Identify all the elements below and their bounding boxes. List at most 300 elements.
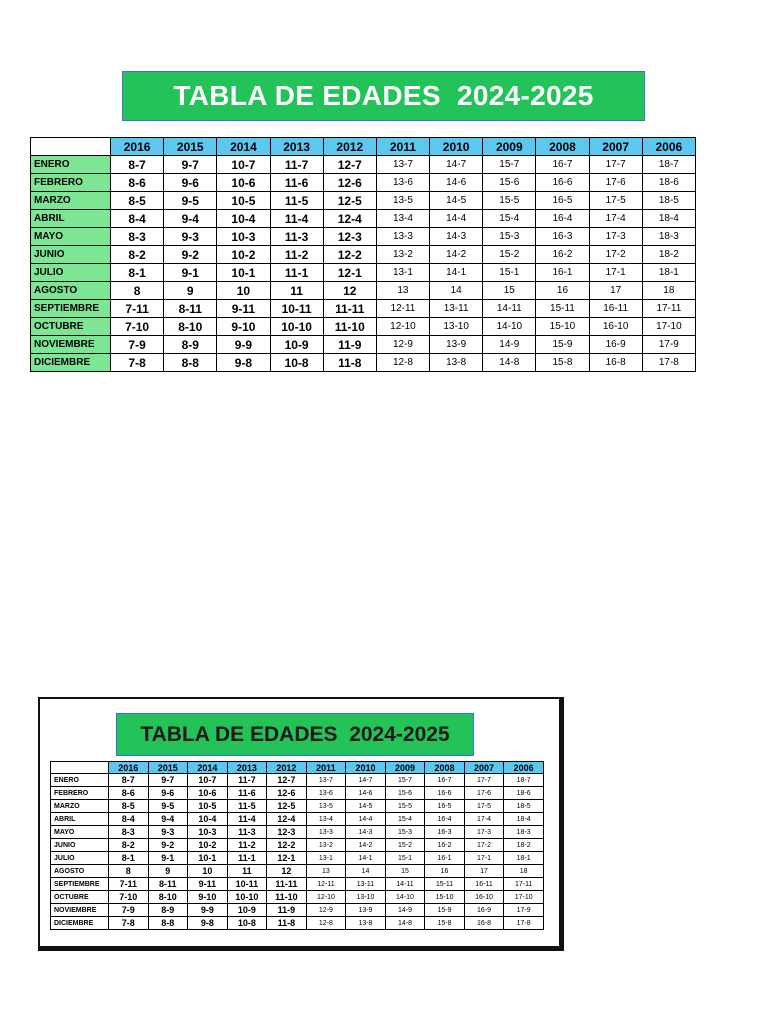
age-cell: 9-1	[164, 264, 217, 282]
month-label: FEBRERO	[51, 787, 109, 800]
age-cell: 14-11	[385, 878, 425, 891]
age-cell: 8-4	[109, 813, 149, 826]
age-cell: 17-1	[589, 264, 642, 282]
year-header: 2011	[376, 138, 429, 156]
year-header: 2010	[430, 138, 483, 156]
year-header: 2008	[425, 762, 465, 774]
age-cell: 15-4	[483, 210, 536, 228]
age-cell: 14-6	[430, 174, 483, 192]
age-cell: 16-5	[536, 192, 589, 210]
year-header: 2006	[504, 762, 544, 774]
table-row	[51, 813, 544, 826]
age-cell: 18-5	[642, 192, 695, 210]
age-cell: 15-6	[385, 787, 425, 800]
age-cell: 17-9	[504, 904, 544, 917]
table-row	[31, 210, 696, 228]
month-label: OCTUBRE	[51, 891, 109, 904]
age-cell: 13	[306, 865, 346, 878]
age-cell: 12-11	[376, 300, 429, 318]
year-header: 2014	[188, 762, 228, 774]
year-header: 2016	[111, 138, 164, 156]
age-cell: 9-3	[148, 826, 188, 839]
age-cell: 17-10	[504, 891, 544, 904]
age-cell: 18-7	[642, 156, 695, 174]
age-cell: 9-7	[164, 156, 217, 174]
age-cell: 13-8	[430, 354, 483, 372]
age-cell: 15-11	[536, 300, 589, 318]
age-cell: 9-9	[188, 904, 228, 917]
age-table	[30, 137, 696, 372]
age-cell: 11-4	[270, 210, 323, 228]
age-cell: 7-11	[111, 300, 164, 318]
age-cell: 16-2	[425, 839, 465, 852]
age-cell: 8-4	[111, 210, 164, 228]
age-cell: 14-2	[430, 246, 483, 264]
age-cell: 9-6	[164, 174, 217, 192]
age-cell: 10-6	[217, 174, 270, 192]
age-cell: 12-10	[376, 318, 429, 336]
age-cell: 17-3	[464, 826, 504, 839]
age-cell: 9-3	[164, 228, 217, 246]
month-label: SEPTIEMBRE	[51, 878, 109, 891]
age-cell: 10-3	[188, 826, 228, 839]
age-cell: 8-5	[109, 800, 149, 813]
age-cell: 8-10	[164, 318, 217, 336]
year-header: 2007	[464, 762, 504, 774]
age-cell: 14-3	[346, 826, 386, 839]
table-corner-cell	[31, 138, 111, 156]
age-cell: 14-10	[483, 318, 536, 336]
age-cell: 11-1	[227, 852, 267, 865]
age-cell: 8-3	[109, 826, 149, 839]
age-cell: 10-3	[217, 228, 270, 246]
age-cell: 11-5	[227, 800, 267, 813]
month-label: JULIO	[31, 264, 111, 282]
age-cell: 13-11	[346, 878, 386, 891]
age-cell: 10-7	[188, 774, 228, 787]
age-cell: 17-2	[589, 246, 642, 264]
age-cell: 16-9	[589, 336, 642, 354]
age-cell: 8-1	[111, 264, 164, 282]
age-cell: 18-2	[504, 839, 544, 852]
age-cell: 8	[111, 282, 164, 300]
month-label: DICIEMBRE	[51, 917, 109, 930]
year-header: 2009	[385, 762, 425, 774]
age-cell: 10-11	[227, 878, 267, 891]
age-cell: 10	[188, 865, 228, 878]
age-cell: 17-2	[464, 839, 504, 852]
age-cell: 16-1	[536, 264, 589, 282]
age-cell: 14-5	[346, 800, 386, 813]
age-cell: 11-3	[270, 228, 323, 246]
year-header: 2011	[306, 762, 346, 774]
age-cell: 14-9	[385, 904, 425, 917]
age-cell: 15-9	[536, 336, 589, 354]
age-cell: 14	[346, 865, 386, 878]
age-cell: 8	[109, 865, 149, 878]
age-cell: 13-10	[430, 318, 483, 336]
month-label: MAYO	[31, 228, 111, 246]
age-cell: 11-11	[323, 300, 376, 318]
month-label: ENERO	[51, 774, 109, 787]
age-cell: 18-3	[642, 228, 695, 246]
age-cell: 17-4	[589, 210, 642, 228]
age-cell: 11-11	[267, 878, 307, 891]
table-row	[31, 300, 696, 318]
age-cell: 15-1	[385, 852, 425, 865]
age-cell: 8-1	[109, 852, 149, 865]
age-cell: 15	[385, 865, 425, 878]
age-cell: 17-10	[642, 318, 695, 336]
age-cell: 12-11	[306, 878, 346, 891]
age-cell: 15-8	[536, 354, 589, 372]
age-cell: 15-3	[385, 826, 425, 839]
month-label: OCTUBRE	[31, 318, 111, 336]
age-cell: 9-8	[188, 917, 228, 930]
age-cell: 9-4	[164, 210, 217, 228]
age-cell: 9-11	[188, 878, 228, 891]
age-cell: 14-3	[430, 228, 483, 246]
age-cell: 10	[217, 282, 270, 300]
month-label: JULIO	[51, 852, 109, 865]
age-cell: 15-10	[425, 891, 465, 904]
age-cell: 9	[164, 282, 217, 300]
age-cell: 15-2	[385, 839, 425, 852]
age-cell: 10-1	[217, 264, 270, 282]
age-cell: 13-7	[306, 774, 346, 787]
age-cell: 13-11	[430, 300, 483, 318]
month-label: ABRIL	[31, 210, 111, 228]
year-header: 2007	[589, 138, 642, 156]
age-cell: 17-11	[504, 878, 544, 891]
age-cell: 16-1	[425, 852, 465, 865]
age-cell: 10-8	[270, 354, 323, 372]
age-cell: 16-11	[464, 878, 504, 891]
table-row	[51, 917, 544, 930]
age-cell: 18-4	[642, 210, 695, 228]
age-cell: 16-4	[425, 813, 465, 826]
age-cell: 12-5	[323, 192, 376, 210]
age-cell: 14	[430, 282, 483, 300]
age-cell: 13-6	[376, 174, 429, 192]
age-cell: 9-7	[148, 774, 188, 787]
table-corner-cell	[51, 762, 109, 774]
age-cell: 17-11	[642, 300, 695, 318]
month-label: JUNIO	[31, 246, 111, 264]
age-cell: 17-1	[464, 852, 504, 865]
age-cell: 15-10	[536, 318, 589, 336]
age-cell: 16-6	[536, 174, 589, 192]
age-cell: 15-4	[385, 813, 425, 826]
age-cell: 14-8	[385, 917, 425, 930]
age-cell: 14-11	[483, 300, 536, 318]
table-row	[31, 318, 696, 336]
age-cell: 12-8	[376, 354, 429, 372]
age-cell: 14-4	[430, 210, 483, 228]
table-row	[31, 246, 696, 264]
age-cell: 11-8	[267, 917, 307, 930]
year-header: 2014	[217, 138, 270, 156]
age-cell: 16-11	[589, 300, 642, 318]
age-cell: 14-9	[483, 336, 536, 354]
age-cell: 7-11	[109, 878, 149, 891]
month-label: NOVIEMBRE	[51, 904, 109, 917]
age-cell: 8-8	[148, 917, 188, 930]
age-cell: 12-9	[376, 336, 429, 354]
age-cell: 16-9	[464, 904, 504, 917]
age-cell: 12-9	[306, 904, 346, 917]
table-row	[51, 865, 544, 878]
table-row	[51, 787, 544, 800]
age-cell: 13-7	[376, 156, 429, 174]
age-cell: 14-10	[385, 891, 425, 904]
age-cell: 16-4	[536, 210, 589, 228]
table-row	[31, 174, 696, 192]
age-cell: 9-5	[164, 192, 217, 210]
age-cell: 13-9	[430, 336, 483, 354]
age-cell: 17-3	[589, 228, 642, 246]
age-cell: 17-6	[589, 174, 642, 192]
age-cell: 10-9	[227, 904, 267, 917]
age-cell: 11-2	[270, 246, 323, 264]
age-cell: 12-6	[267, 787, 307, 800]
month-label: ABRIL	[51, 813, 109, 826]
age-cell: 10-10	[227, 891, 267, 904]
age-cell: 12-6	[323, 174, 376, 192]
age-cell: 12-10	[306, 891, 346, 904]
age-cell: 17-7	[464, 774, 504, 787]
age-cell: 10-4	[217, 210, 270, 228]
age-cell: 13-5	[306, 800, 346, 813]
age-cell: 12-8	[306, 917, 346, 930]
age-cell: 11-1	[270, 264, 323, 282]
age-cell: 9-4	[148, 813, 188, 826]
age-cell: 16-8	[464, 917, 504, 930]
table-row	[51, 800, 544, 813]
age-cell: 12-2	[267, 839, 307, 852]
age-cell: 9-2	[148, 839, 188, 852]
age-cell: 18-7	[504, 774, 544, 787]
age-cell: 11	[270, 282, 323, 300]
age-cell: 8-9	[164, 336, 217, 354]
age-cell: 14-1	[430, 264, 483, 282]
age-cell: 16	[425, 865, 465, 878]
table-row	[51, 904, 544, 917]
age-cell: 12-5	[267, 800, 307, 813]
age-cell: 13-8	[346, 917, 386, 930]
age-cell: 13-1	[376, 264, 429, 282]
age-cell: 16-5	[425, 800, 465, 813]
age-cell: 14-8	[483, 354, 536, 372]
age-cell: 11-6	[270, 174, 323, 192]
age-cell: 10-8	[227, 917, 267, 930]
age-cell: 18	[504, 865, 544, 878]
age-cell: 13-5	[376, 192, 429, 210]
table-row	[31, 264, 696, 282]
age-cell: 13-2	[376, 246, 429, 264]
age-cell: 14-1	[346, 852, 386, 865]
table-row	[31, 282, 696, 300]
age-cell: 11-7	[227, 774, 267, 787]
age-cell: 10-11	[270, 300, 323, 318]
age-cell: 9-2	[164, 246, 217, 264]
age-cell: 13-9	[346, 904, 386, 917]
age-cell: 9	[148, 865, 188, 878]
year-header: 2012	[267, 762, 307, 774]
table-row	[31, 228, 696, 246]
age-cell: 8-9	[148, 904, 188, 917]
age-cell: 11-9	[267, 904, 307, 917]
age-cell: 15-9	[425, 904, 465, 917]
age-cell: 15-6	[483, 174, 536, 192]
age-cell: 17	[464, 865, 504, 878]
age-cell: 18	[642, 282, 695, 300]
age-cell: 11-8	[323, 354, 376, 372]
year-header: 2015	[148, 762, 188, 774]
age-cell: 7-8	[109, 917, 149, 930]
age-cell: 11-7	[270, 156, 323, 174]
age-cell: 10-6	[188, 787, 228, 800]
age-cell: 8-8	[164, 354, 217, 372]
age-cell: 8-3	[111, 228, 164, 246]
age-cell: 18-6	[642, 174, 695, 192]
age-cell: 13-10	[346, 891, 386, 904]
age-cell: 18-3	[504, 826, 544, 839]
embedded-age-table	[50, 761, 544, 930]
age-cell: 16	[536, 282, 589, 300]
age-cell: 12-7	[267, 774, 307, 787]
month-label: MAYO	[51, 826, 109, 839]
age-cell: 14-6	[346, 787, 386, 800]
month-label: MARZO	[31, 192, 111, 210]
age-cell: 16-10	[464, 891, 504, 904]
month-label: NOVIEMBRE	[31, 336, 111, 354]
age-cell: 18-2	[642, 246, 695, 264]
age-cell: 16-7	[425, 774, 465, 787]
age-cell: 14-7	[430, 156, 483, 174]
age-cell: 18-1	[642, 264, 695, 282]
table-row	[51, 852, 544, 865]
age-cell: 11	[227, 865, 267, 878]
age-cell: 15-1	[483, 264, 536, 282]
age-cell: 8-7	[109, 774, 149, 787]
age-cell: 11-2	[227, 839, 267, 852]
age-cell: 9-1	[148, 852, 188, 865]
age-cell: 13-3	[376, 228, 429, 246]
age-cell: 12-2	[323, 246, 376, 264]
age-cell: 10-5	[188, 800, 228, 813]
table-row	[31, 354, 696, 372]
year-header: 2016	[109, 762, 149, 774]
age-cell: 13-2	[306, 839, 346, 852]
year-header: 2013	[227, 762, 267, 774]
age-cell: 11-4	[227, 813, 267, 826]
age-cell: 11-10	[267, 891, 307, 904]
age-cell: 9-5	[148, 800, 188, 813]
age-cell: 13-3	[306, 826, 346, 839]
age-cell: 17-6	[464, 787, 504, 800]
page-title: TABLA DE EDADES 2024-2025	[122, 71, 645, 121]
age-cell: 15-2	[483, 246, 536, 264]
age-cell: 8-2	[111, 246, 164, 264]
age-cell: 16-3	[536, 228, 589, 246]
age-cell: 8-10	[148, 891, 188, 904]
age-cell: 18-1	[504, 852, 544, 865]
age-cell: 8-5	[111, 192, 164, 210]
embedded-image-title: TABLA DE EDADES 2024-2025	[116, 713, 474, 756]
year-header: 2015	[164, 138, 217, 156]
age-cell: 11-10	[323, 318, 376, 336]
age-cell: 18-5	[504, 800, 544, 813]
age-cell: 7-8	[111, 354, 164, 372]
year-header: 2012	[323, 138, 376, 156]
age-cell: 11-5	[270, 192, 323, 210]
year-header: 2008	[536, 138, 589, 156]
table-row	[31, 156, 696, 174]
age-cell: 12-7	[323, 156, 376, 174]
age-cell: 14-4	[346, 813, 386, 826]
year-header: 2009	[483, 138, 536, 156]
age-cell: 16-8	[589, 354, 642, 372]
age-cell: 12-4	[323, 210, 376, 228]
age-cell: 10-4	[188, 813, 228, 826]
age-cell: 16-6	[425, 787, 465, 800]
table-row	[51, 774, 544, 787]
age-cell: 10-5	[217, 192, 270, 210]
age-cell: 13	[376, 282, 429, 300]
month-label: SEPTIEMBRE	[31, 300, 111, 318]
age-cell: 10-10	[270, 318, 323, 336]
month-label: JUNIO	[51, 839, 109, 852]
age-cell: 14-7	[346, 774, 386, 787]
age-cell: 16-7	[536, 156, 589, 174]
month-label: MARZO	[51, 800, 109, 813]
age-cell: 11-3	[227, 826, 267, 839]
month-label: AGOSTO	[31, 282, 111, 300]
table-row	[31, 192, 696, 210]
age-cell: 15-7	[385, 774, 425, 787]
age-cell: 17-5	[589, 192, 642, 210]
age-cell: 17	[589, 282, 642, 300]
age-cell: 12-1	[267, 852, 307, 865]
age-cell: 15-5	[483, 192, 536, 210]
age-cell: 11-6	[227, 787, 267, 800]
table-row	[51, 839, 544, 852]
age-cell: 17-4	[464, 813, 504, 826]
age-cell: 8-6	[109, 787, 149, 800]
month-label: FEBRERO	[31, 174, 111, 192]
age-cell: 14-2	[346, 839, 386, 852]
age-cell: 12-3	[267, 826, 307, 839]
age-cell: 18-6	[504, 787, 544, 800]
age-cell: 9-6	[148, 787, 188, 800]
year-header: 2010	[346, 762, 386, 774]
table-row	[51, 826, 544, 839]
table-row	[31, 336, 696, 354]
table-row	[51, 878, 544, 891]
age-cell: 15-7	[483, 156, 536, 174]
age-cell: 12-4	[267, 813, 307, 826]
age-cell: 7-9	[109, 904, 149, 917]
age-cell: 12-1	[323, 264, 376, 282]
age-cell: 8-6	[111, 174, 164, 192]
age-cell: 9-11	[217, 300, 270, 318]
month-label: ENERO	[31, 156, 111, 174]
age-cell: 10-7	[217, 156, 270, 174]
age-cell: 10-2	[188, 839, 228, 852]
age-cell: 13-1	[306, 852, 346, 865]
age-cell: 11-9	[323, 336, 376, 354]
